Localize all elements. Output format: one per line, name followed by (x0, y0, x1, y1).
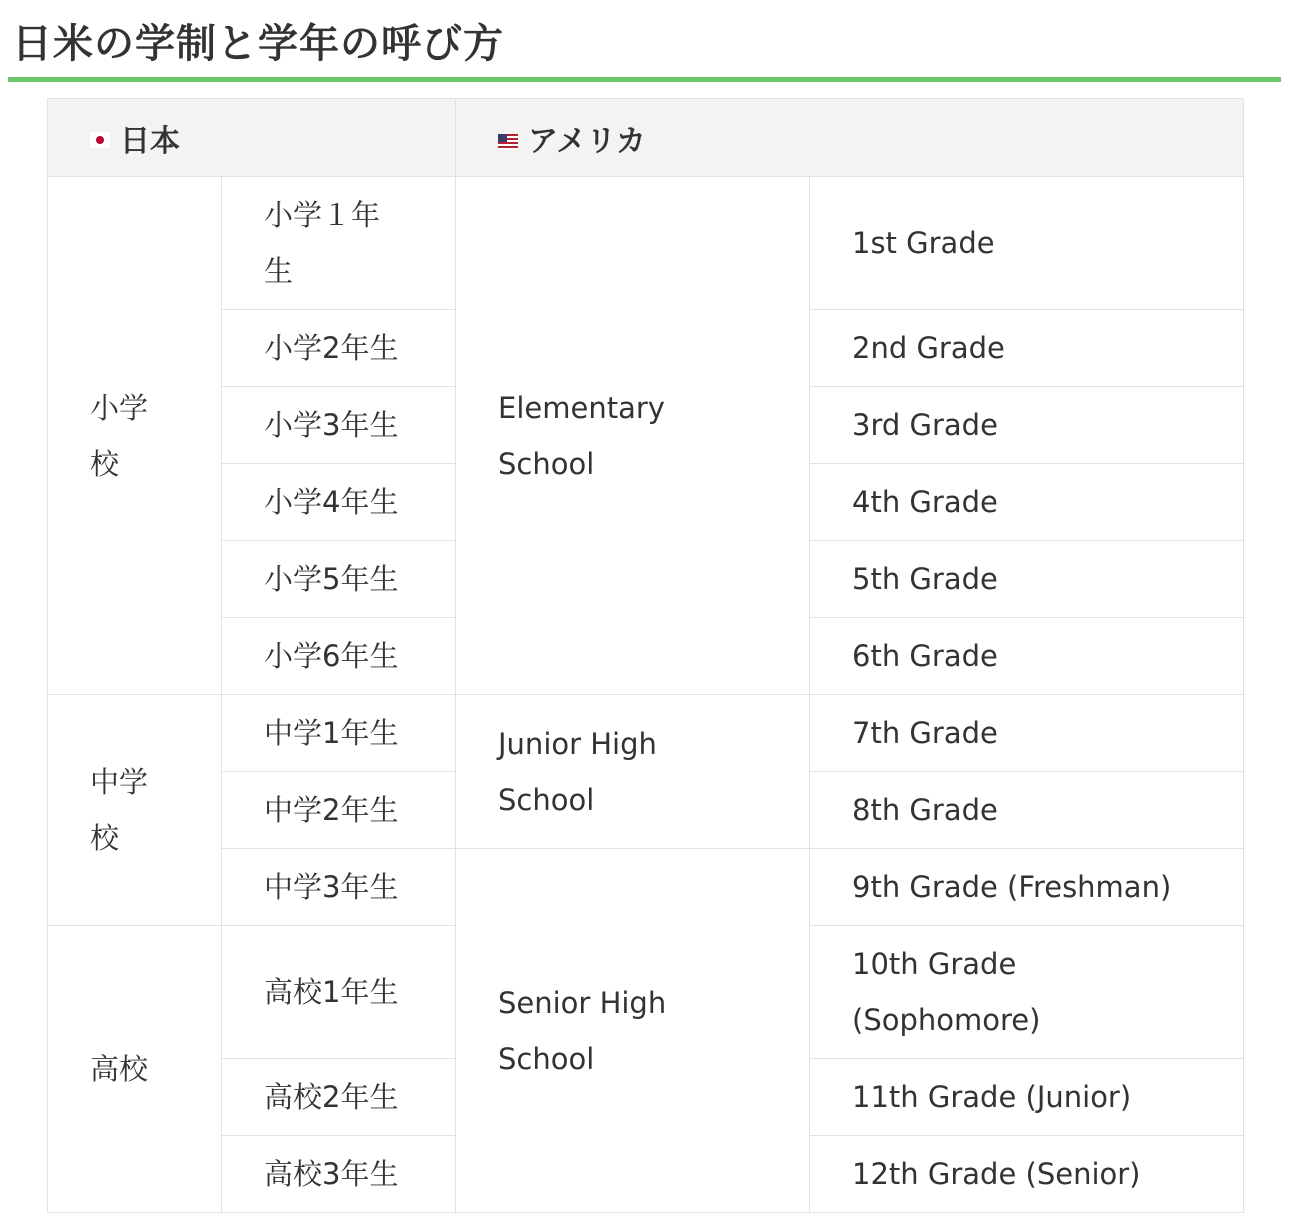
jp-grade-cell: 高校1年生 (222, 926, 456, 1059)
page-title: 日米の学制と学年の呼び方 (12, 21, 504, 67)
header-america-label: アメリカ (528, 123, 646, 159)
jp-grade-cell: 中学1年生 (222, 695, 456, 772)
jp-grade-cell: 小学3年生 (222, 387, 456, 464)
us-level-cell: Senior High School (456, 849, 810, 1213)
jp-grade-cell: 小学2年生 (222, 310, 456, 387)
us-grade-cell: 8th Grade (810, 772, 1244, 849)
section-heading (8, 0, 1281, 82)
us-grade-cell: 1st Grade (810, 177, 1244, 310)
us-grade-cell: 10th Grade (Sophomore) (810, 926, 1244, 1059)
us-level-cell: Junior High School (456, 695, 810, 849)
us-grade-cell: 2nd Grade (810, 310, 1244, 387)
table-row (48, 695, 1244, 772)
jp-level-cell: 高校 (48, 926, 222, 1213)
us-level-cell: Elementary School (456, 177, 810, 695)
us-grade-cell: 3rd Grade (810, 387, 1244, 464)
jp-level-cell: 中学校 (48, 695, 222, 926)
table-row (48, 849, 1244, 926)
us-grade-cell: 6th Grade (810, 618, 1244, 695)
school-system-table (47, 98, 1244, 1213)
jp-grade-cell: 小学4年生 (222, 464, 456, 541)
jp-grade-cell: 高校3年生 (222, 1136, 456, 1213)
jp-grade-cell: 小学5年生 (222, 541, 456, 618)
japan-flag-icon (90, 132, 110, 148)
us-grade-cell: 9th Grade (Freshman) (810, 849, 1244, 926)
header-japan (48, 99, 456, 177)
us-grade-cell: 11th Grade (Junior) (810, 1059, 1244, 1136)
header-america (456, 99, 1244, 177)
header-japan-label: 日本 (120, 123, 180, 159)
jp-grade-cell: 小学１年生 (222, 177, 456, 310)
jp-grade-cell: 小学6年生 (222, 618, 456, 695)
us-grade-cell: 7th Grade (810, 695, 1244, 772)
us-grade-cell: 12th Grade (Senior) (810, 1136, 1244, 1213)
jp-level-cell: 小学校 (48, 177, 222, 695)
us-flag-icon (498, 134, 518, 150)
jp-grade-cell: 高校2年生 (222, 1059, 456, 1136)
table-row (48, 177, 1244, 310)
table-header-row (48, 99, 1244, 177)
us-grade-cell: 5th Grade (810, 541, 1244, 618)
jp-grade-cell: 中学2年生 (222, 772, 456, 849)
us-grade-cell: 4th Grade (810, 464, 1244, 541)
jp-grade-cell: 中学3年生 (222, 849, 456, 926)
